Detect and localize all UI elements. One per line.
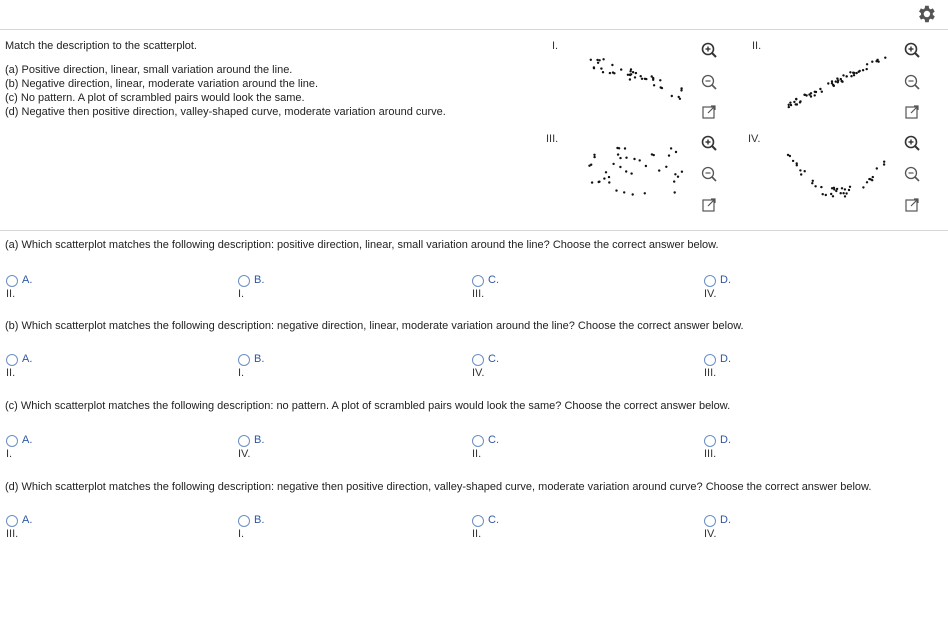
option-letter[interactable]: D. — [720, 353, 731, 365]
scatter-point — [619, 157, 621, 159]
radio-button[interactable] — [6, 275, 18, 287]
scatter-point — [788, 106, 790, 108]
scatter-point — [827, 82, 829, 84]
description-b: (b) Negative direction, linear, moderate variation around the line. — [5, 78, 319, 90]
scatter-point — [608, 181, 610, 183]
option-value: IV. — [238, 448, 251, 460]
scatter-point — [678, 96, 680, 98]
radio-button[interactable] — [6, 515, 18, 527]
scatter-point — [859, 70, 861, 72]
scatter-point — [617, 153, 619, 155]
option-value: I. — [238, 367, 245, 379]
radio-button[interactable] — [238, 515, 250, 527]
scatter-point — [625, 170, 627, 172]
option-value: IV. — [704, 288, 717, 300]
scatter-point — [658, 169, 660, 171]
zoom-in-icon[interactable] — [700, 134, 718, 152]
scatter-point — [605, 171, 607, 173]
scatter-point — [593, 67, 595, 69]
scatter-point — [855, 72, 857, 74]
scatter-point — [868, 178, 870, 180]
scatter-point — [593, 154, 595, 156]
scatterplot-1 — [582, 48, 692, 118]
popout-icon[interactable] — [700, 103, 718, 121]
scatter-point — [625, 157, 627, 159]
scatter-point — [837, 79, 839, 81]
scatter-point — [603, 177, 605, 179]
scatter-point — [660, 86, 662, 88]
option-letter[interactable]: D. — [720, 514, 731, 526]
scatter-point — [850, 75, 852, 77]
scatter-point — [866, 68, 868, 70]
scatter-point — [611, 64, 613, 66]
radio-button[interactable] — [6, 435, 18, 447]
scatter-point — [796, 164, 798, 166]
scatter-point — [630, 68, 632, 70]
scatter-point — [812, 180, 814, 182]
option-letter[interactable]: A. — [22, 274, 33, 286]
zoom-in-icon[interactable] — [903, 41, 921, 59]
question-d-prompt: (d) Which scatterplot matches the following description: negative then positive direction, valley-shaped curve, moderate variation around curve? Choose the correct answer below. — [5, 481, 872, 493]
scatter-point — [602, 58, 604, 60]
scatter-point — [799, 169, 801, 171]
scatter-point — [659, 79, 661, 81]
scatter-point — [641, 78, 643, 80]
gear-icon[interactable] — [915, 3, 937, 25]
scatter-point — [680, 89, 682, 91]
scatter-point — [630, 172, 632, 174]
scatter-point — [799, 101, 801, 103]
option-value: III. — [6, 528, 19, 540]
radio-button[interactable] — [472, 515, 484, 527]
instruction-text: Match the description to the scatterplot. — [5, 40, 197, 52]
scatter-point — [842, 192, 844, 194]
scatter-point — [810, 95, 812, 97]
scatter-point — [615, 189, 617, 191]
scatterplot-2 — [784, 48, 894, 118]
scatter-point — [598, 59, 600, 61]
scatter-point — [810, 92, 812, 94]
radio-button[interactable] — [472, 354, 484, 366]
option-letter[interactable]: C. — [488, 434, 499, 446]
scatter-point — [645, 165, 647, 167]
scatter-point — [822, 193, 824, 195]
scatter-point — [675, 151, 677, 153]
option-letter[interactable]: D. — [720, 274, 731, 286]
scatter-point — [877, 61, 879, 63]
radio-button[interactable] — [704, 515, 716, 527]
plot-label-2: II. — [752, 40, 762, 52]
zoom-out-icon[interactable] — [700, 165, 718, 183]
option-letter[interactable]: A. — [22, 514, 33, 526]
scatter-point — [825, 194, 827, 196]
option-letter[interactable]: C. — [488, 514, 499, 526]
popout-icon[interactable] — [903, 103, 921, 121]
radio-button[interactable] — [238, 354, 250, 366]
scatter-point — [608, 176, 610, 178]
option-value: II. — [472, 528, 482, 540]
scatter-point — [849, 71, 851, 73]
scatter-point — [634, 76, 636, 78]
option-letter[interactable]: B. — [254, 353, 265, 365]
scatter-point — [652, 79, 654, 81]
scatter-point — [593, 156, 595, 158]
scatter-point — [612, 163, 614, 165]
scatter-point — [670, 147, 672, 149]
radio-button[interactable] — [238, 275, 250, 287]
radio-button[interactable] — [704, 435, 716, 447]
description-c: (c) No pattern. A plot of scrambled pairs would look the same. — [5, 92, 305, 104]
scatter-point — [871, 179, 873, 181]
scatter-point — [862, 186, 864, 188]
scatter-point — [789, 155, 791, 157]
scatter-point — [811, 182, 813, 184]
option-value: IV. — [704, 528, 717, 540]
scatter-point — [596, 59, 598, 61]
scatter-point — [862, 69, 864, 71]
option-value: II. — [472, 448, 482, 460]
scatter-point — [866, 63, 868, 65]
scatter-point — [871, 61, 873, 63]
popout-icon[interactable] — [700, 196, 718, 214]
question-a-prompt: (a) Which scatterplot matches the following description: positive direction, linear, small variation around the line? Choose the correct answer below. — [5, 239, 719, 251]
option-value: III. — [704, 367, 717, 379]
scatter-point — [883, 161, 885, 163]
option-value: II. — [6, 288, 16, 300]
scatterplot-4 — [784, 141, 894, 211]
option-value: IV. — [472, 367, 485, 379]
scatter-point — [814, 94, 816, 96]
scatter-point — [630, 73, 632, 75]
option-value: I. — [6, 448, 13, 460]
scatter-point — [840, 192, 842, 194]
scatter-point — [653, 154, 655, 156]
scatter-point — [602, 71, 604, 73]
scatter-point — [800, 173, 802, 175]
scatter-point — [618, 147, 620, 149]
scatter-point — [668, 154, 670, 156]
scatter-point — [872, 176, 874, 178]
scatter-point — [884, 57, 886, 59]
scatter-point — [790, 104, 792, 106]
scatter-point — [804, 170, 806, 172]
scatter-point — [591, 181, 593, 183]
scatter-point — [789, 102, 791, 104]
scatter-point — [645, 78, 647, 80]
section-divider — [0, 230, 948, 231]
scatter-point — [819, 88, 821, 90]
scatter-point — [681, 171, 683, 173]
scatter-point — [671, 95, 673, 97]
option-value: II. — [6, 367, 16, 379]
scatter-point — [792, 160, 794, 162]
scatter-point — [849, 186, 851, 188]
option-value: I. — [238, 528, 245, 540]
scatter-point — [665, 166, 667, 168]
scatter-point — [836, 188, 838, 190]
zoom-out-icon[interactable] — [700, 73, 718, 91]
scatter-point — [848, 189, 850, 191]
plot-label-1: I. — [552, 40, 559, 52]
description-d: (d) Negative then positive direction, valley-shaped curve, moderate variation around curve. — [5, 106, 446, 118]
option-letter[interactable]: B. — [254, 274, 265, 286]
scatter-point — [619, 166, 621, 168]
option-letter[interactable]: C. — [488, 353, 499, 365]
option-letter[interactable]: B. — [254, 434, 265, 446]
option-value: III. — [704, 448, 717, 460]
radio-button[interactable] — [704, 275, 716, 287]
scatter-point — [598, 181, 600, 183]
option-letter[interactable]: A. — [22, 353, 33, 365]
scatter-point — [639, 159, 641, 161]
scatter-point — [653, 84, 655, 86]
scatter-point — [623, 191, 625, 193]
scatter-point — [677, 176, 679, 178]
scatter-point — [640, 75, 642, 77]
scatter-point — [590, 59, 592, 61]
option-value: I. — [238, 288, 245, 300]
scatter-point — [814, 91, 816, 93]
description-a: (a) Positive direction, linear, small variation around the line. — [5, 64, 293, 76]
zoom-in-icon[interactable] — [700, 41, 718, 59]
scatterplot-3 — [582, 141, 692, 211]
scatter-point — [620, 68, 622, 70]
radio-button[interactable] — [472, 275, 484, 287]
scatter-point — [876, 167, 878, 169]
scatter-point — [840, 78, 842, 80]
scatter-point — [632, 71, 634, 73]
scatter-point — [832, 195, 834, 197]
option-letter[interactable]: A. — [22, 434, 33, 446]
scatter-point — [674, 191, 676, 193]
radio-button[interactable] — [472, 435, 484, 447]
question-b-prompt: (b) Which scatterplot matches the following description: negative direction, linear, moderate variation around the line? Choose the correct answer below. — [5, 320, 744, 332]
scatter-point — [805, 94, 807, 96]
zoom-in-icon[interactable] — [903, 134, 921, 152]
top-toolbar — [0, 0, 948, 30]
scatter-point — [612, 71, 614, 73]
zoom-out-icon[interactable] — [903, 73, 921, 91]
scatter-point — [624, 147, 626, 149]
scatter-point — [883, 163, 885, 165]
scatter-point — [830, 193, 832, 195]
radio-button[interactable] — [238, 435, 250, 447]
scatter-point — [600, 67, 602, 69]
scatter-point — [633, 158, 635, 160]
scatter-point — [644, 192, 646, 194]
scatter-point — [842, 74, 844, 76]
scatter-point — [795, 103, 797, 105]
scatter-point — [793, 101, 795, 103]
scatter-point — [844, 188, 846, 190]
scatter-point — [609, 72, 611, 74]
scatter-point — [795, 98, 797, 100]
scatter-point — [835, 190, 837, 192]
radio-button[interactable] — [6, 354, 18, 366]
option-letter[interactable]: B. — [254, 514, 265, 526]
scatter-point — [632, 193, 634, 195]
option-letter[interactable]: D. — [720, 434, 731, 446]
scatter-point — [629, 78, 631, 80]
scatter-point — [814, 185, 816, 187]
scatter-point — [845, 192, 847, 194]
scatter-point — [852, 72, 854, 74]
scatter-point — [588, 165, 590, 167]
scatter-point — [866, 181, 868, 183]
scatter-point — [597, 62, 599, 64]
question-c-prompt: (c) Which scatterplot matches the following description: no pattern. A plot of scrambled pairs would look the same? Choose the correct answer below. — [5, 400, 731, 412]
popout-icon[interactable] — [903, 196, 921, 214]
scatter-point — [673, 180, 675, 182]
scatter-point — [820, 186, 822, 188]
radio-button[interactable] — [704, 354, 716, 366]
zoom-out-icon[interactable] — [903, 165, 921, 183]
scatter-point — [846, 75, 848, 77]
option-letter[interactable]: C. — [488, 274, 499, 286]
scatter-point — [853, 74, 855, 76]
plot-label-3: III. — [546, 133, 559, 145]
scatter-point — [803, 94, 805, 96]
scatter-point — [831, 80, 833, 82]
scatter-point — [674, 173, 676, 175]
plot-label-4: IV. — [748, 133, 761, 145]
scatter-point — [788, 104, 790, 106]
option-value: III. — [472, 288, 485, 300]
scatter-point — [841, 81, 843, 83]
scatter-point — [875, 60, 877, 62]
scatter-point — [833, 187, 835, 189]
scatter-point — [841, 187, 843, 189]
scatter-point — [821, 91, 823, 93]
scatter-point — [635, 72, 637, 74]
scatter-point — [844, 195, 846, 197]
scatter-point — [833, 85, 835, 87]
